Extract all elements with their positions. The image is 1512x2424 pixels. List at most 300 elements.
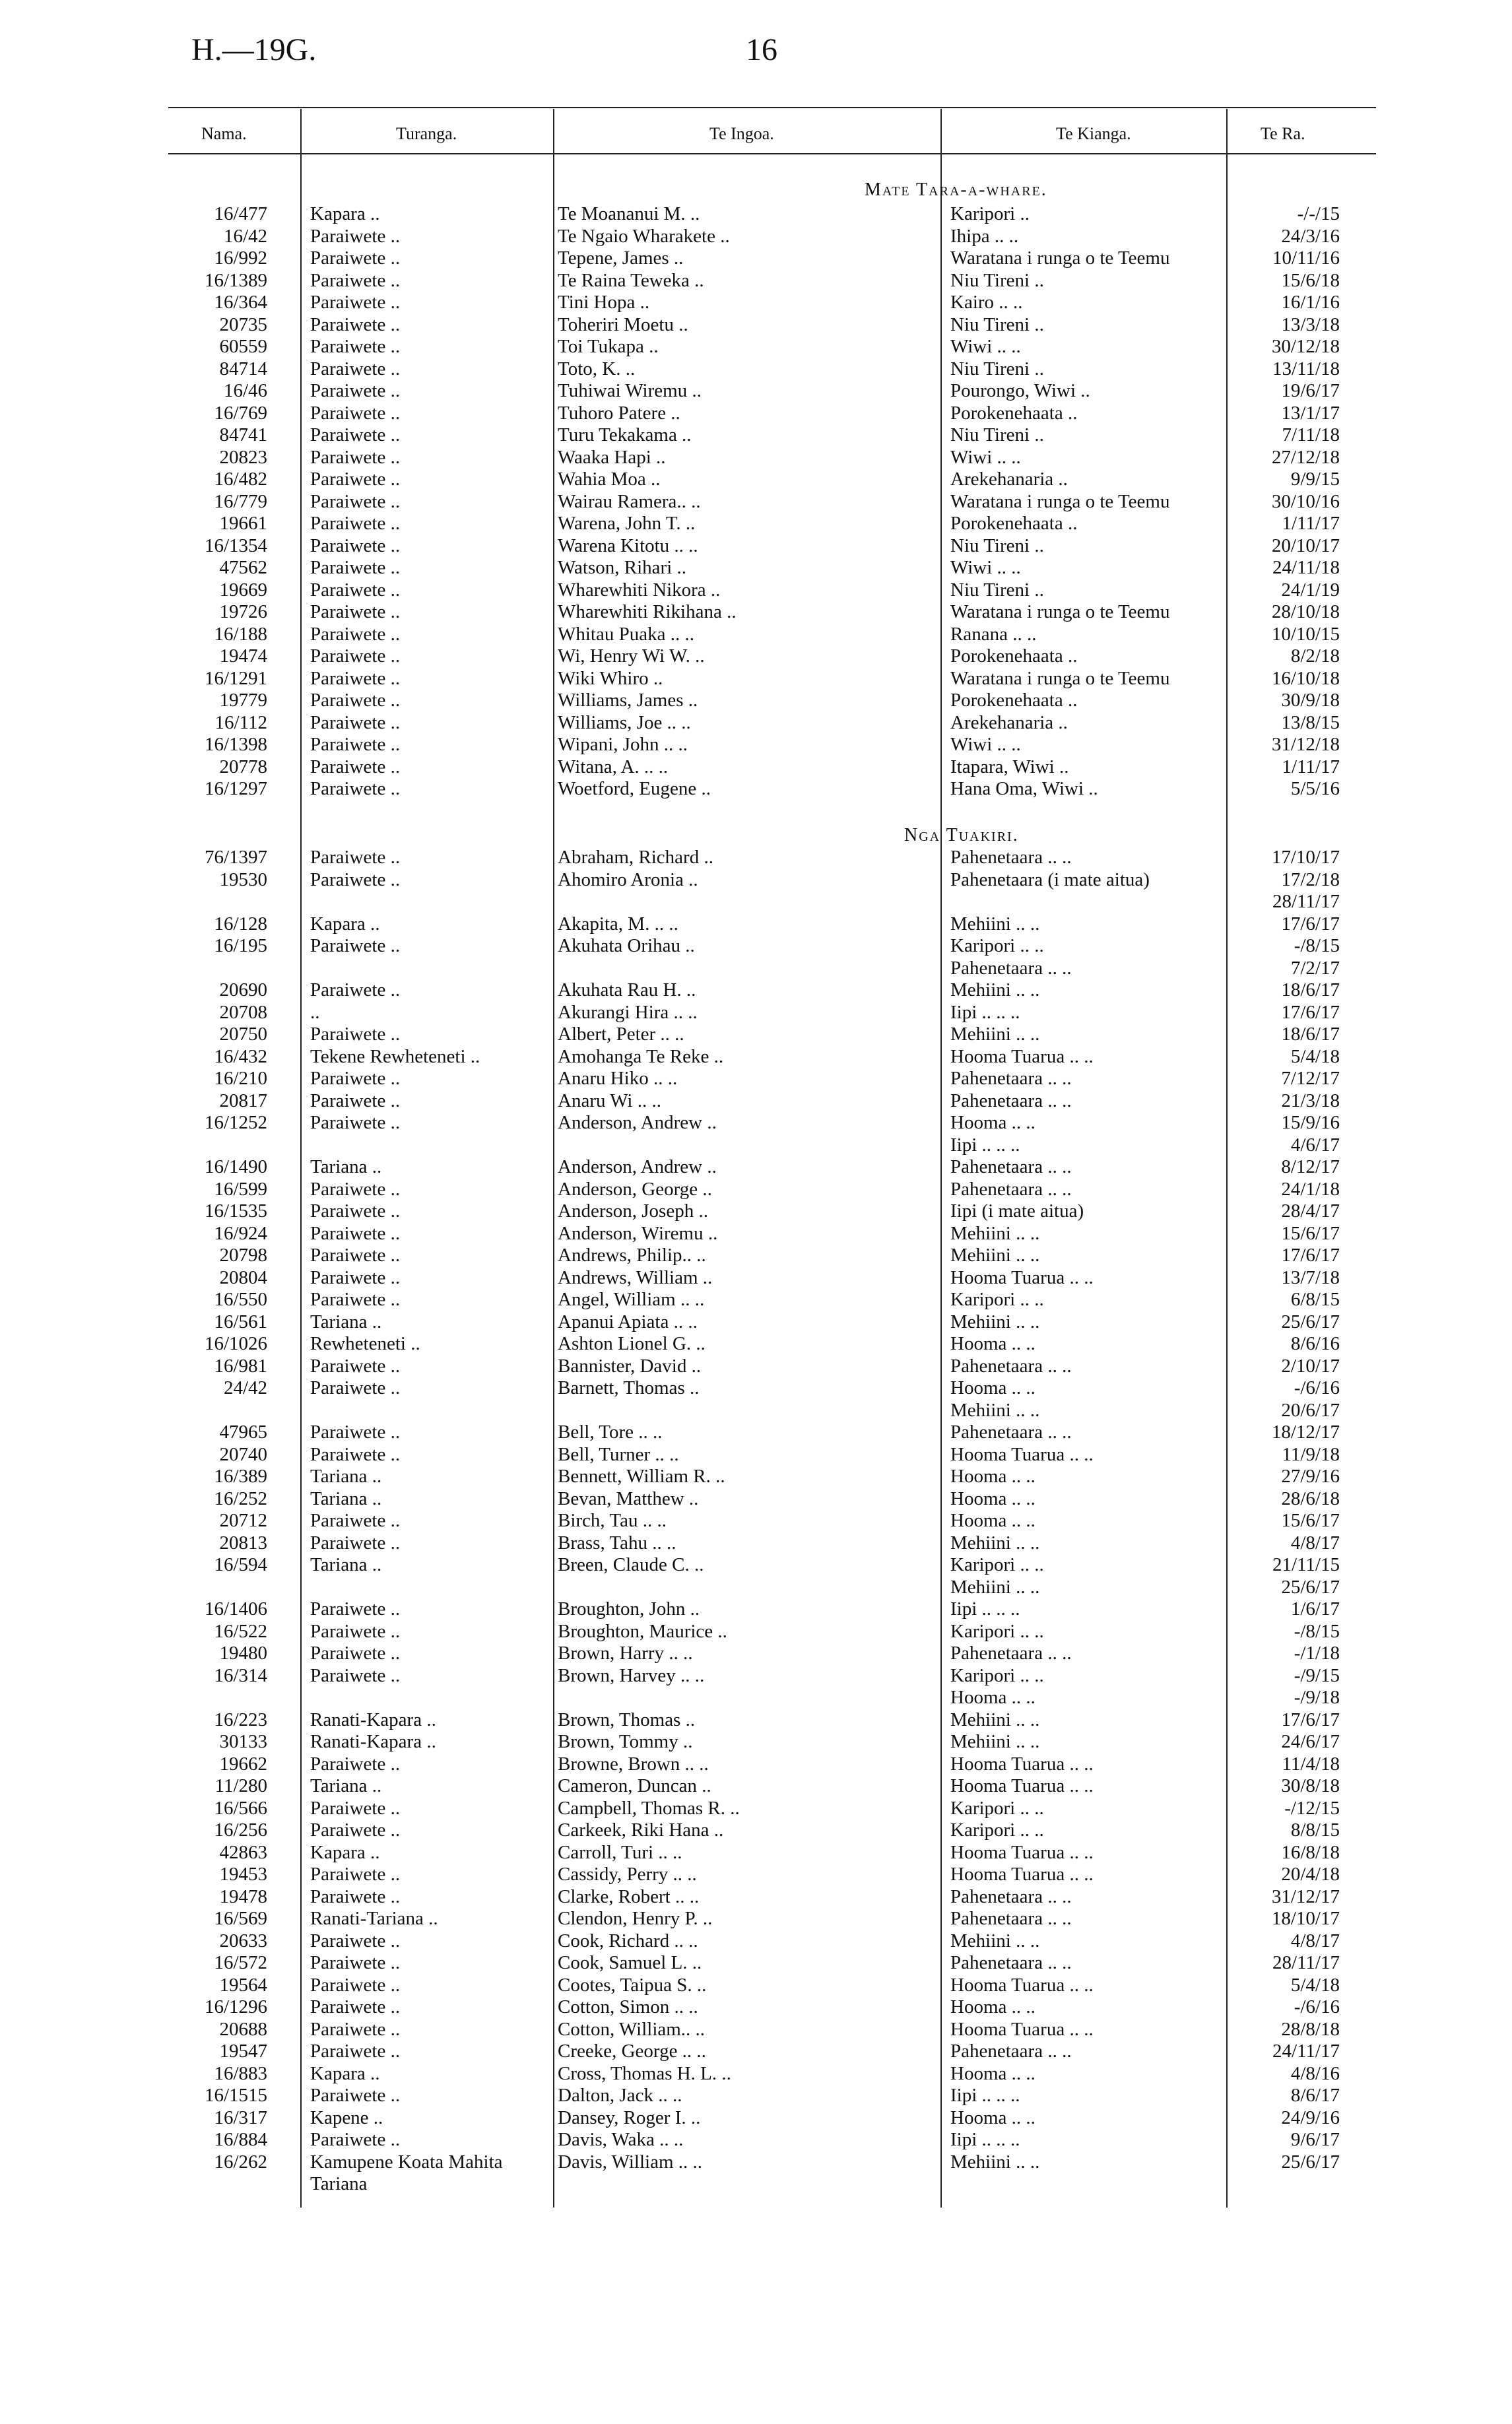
date: 4/8/17 — [1290, 1930, 1340, 1951]
table-row — [0, 1975, 1512, 1997]
unit: Rewheteneti .. — [310, 1333, 420, 1354]
unit: Paraiwete .. — [310, 513, 401, 534]
name: Wharewhiti Nikora .. — [558, 579, 721, 601]
unit: Paraiwete .. — [310, 667, 401, 689]
date: -/1/18 — [1294, 1643, 1340, 1664]
service-number: 20798 — [219, 1245, 267, 1266]
place: Mehiini .. .. — [950, 1222, 1040, 1244]
place: Wiwi .. .. — [950, 734, 1021, 755]
name: Cootes, Taipua S. .. — [558, 1974, 707, 1996]
unit: Paraiwete .. — [310, 402, 401, 424]
table-row — [0, 1532, 1512, 1555]
table-row — [0, 2063, 1512, 2085]
name: Warena, John T. .. — [558, 513, 696, 534]
section-rows — [0, 203, 1512, 801]
name: Clendon, Henry P. .. — [558, 1908, 713, 1929]
table-row — [0, 1819, 1512, 1842]
place: Hooma Tuarua .. .. — [950, 1266, 1094, 1288]
section-title: Mate Tara-a-whare. — [865, 180, 1047, 200]
name: Amohanga Te Reke .. — [558, 1045, 724, 1067]
place: Mehiini .. .. — [950, 979, 1040, 1000]
date: 4/8/17 — [1290, 1532, 1340, 1554]
service-number: 19669 — [219, 579, 267, 601]
date: 28/11/17 — [1272, 1952, 1340, 1973]
date: -/9/15 — [1294, 1664, 1340, 1686]
place: Hooma .. .. — [950, 2107, 1035, 2128]
name: Apanui Apiata .. .. — [558, 1311, 698, 1332]
unit: Paraiwete .. — [310, 1377, 401, 1398]
table-row — [0, 1002, 1512, 1024]
date: 7/2/17 — [1290, 957, 1340, 979]
place: Iipi .. .. .. — [950, 2085, 1020, 2106]
table-row — [0, 557, 1512, 579]
place: Mehiini .. .. — [950, 1576, 1040, 1598]
place: Niu Tireni .. — [950, 535, 1044, 556]
date: 4/8/16 — [1290, 2062, 1340, 2084]
service-number: 16/314 — [214, 1664, 267, 1686]
date: 5/4/18 — [1290, 1045, 1340, 1067]
service-number: 20813 — [219, 1532, 267, 1554]
place: Pahenetaara .. .. — [950, 1908, 1072, 1929]
place: Waratana i runga o te Teemu — [950, 667, 1170, 689]
table-row — [0, 1024, 1512, 1046]
unit: Paraiwete .. — [310, 1864, 401, 1885]
service-number: 16/924 — [214, 1222, 267, 1244]
date: 7/12/17 — [1281, 1068, 1340, 1089]
date: -/6/16 — [1294, 1377, 1340, 1398]
table-row — [0, 1422, 1512, 1444]
date: 18/6/17 — [1281, 979, 1340, 1000]
date: 1/6/17 — [1290, 1598, 1340, 1620]
date: 16/10/18 — [1271, 667, 1340, 689]
place: Porokenehaata .. — [950, 513, 1078, 534]
table-row — [0, 734, 1512, 756]
place: Porokenehaata .. — [950, 645, 1078, 667]
service-number: 20712 — [219, 1510, 267, 1531]
unit: Paraiwete .. — [310, 1245, 401, 1266]
name: Wharewhiti Rikihana .. — [558, 601, 737, 622]
place: Mehiini .. .. — [950, 1731, 1040, 1752]
table-row — [0, 1665, 1512, 1687]
table-row — [0, 247, 1512, 270]
name: Woetford, Eugene .. — [558, 778, 711, 799]
date: 13/8/15 — [1281, 711, 1340, 733]
date: 15/9/16 — [1281, 1112, 1340, 1133]
service-number: 16/188 — [214, 623, 267, 645]
unit: Paraiwete .. — [310, 1024, 401, 1045]
date: 17/6/17 — [1281, 913, 1340, 934]
name: Brown, Harvey .. .. — [558, 1664, 705, 1686]
service-number: 16/1297 — [204, 778, 267, 799]
table-row — [0, 1554, 1512, 1577]
place: Karipori .. .. — [950, 1797, 1044, 1819]
name: Toi Tukapa .. — [558, 336, 659, 357]
date: 17/2/18 — [1281, 868, 1340, 890]
service-number: 20804 — [219, 1266, 267, 1288]
place: Karipori .. .. — [950, 1819, 1044, 1841]
name: Campbell, Thomas R. .. — [558, 1797, 740, 1819]
service-number: 20817 — [219, 1090, 267, 1111]
table-row — [0, 1488, 1512, 1511]
date: 18/10/17 — [1271, 1908, 1340, 1929]
place: Arekehanaria .. — [950, 711, 1068, 733]
table-row — [0, 1356, 1512, 1378]
date: 28/4/17 — [1281, 1200, 1340, 1222]
date: 8/6/16 — [1290, 1333, 1340, 1354]
table-row — [0, 1289, 1512, 1311]
date: 28/10/18 — [1271, 601, 1340, 622]
header-rule-top — [168, 107, 1376, 108]
service-number: 16/262 — [214, 2151, 267, 2173]
service-number: 16/884 — [214, 2129, 267, 2150]
table-row — [0, 1798, 1512, 1820]
service-number: 19478 — [219, 1885, 267, 1907]
date: 25/6/17 — [1281, 1311, 1340, 1332]
date: 20/6/17 — [1281, 1399, 1340, 1421]
place: Hana Oma, Wiwi .. — [950, 778, 1098, 799]
place: Pourongo, Wiwi .. — [950, 380, 1090, 401]
name: Te Raina Teweka .. — [558, 269, 704, 291]
table-row — [0, 336, 1512, 358]
place: Pahenetaara .. .. — [950, 957, 1072, 979]
unit: Paraiwete .. — [310, 601, 401, 622]
place: Mehiini .. .. — [950, 1245, 1040, 1266]
service-number: 16/883 — [214, 2062, 267, 2084]
service-number: 16/482 — [214, 469, 267, 490]
place: Kairo .. .. — [950, 292, 1023, 313]
place: Ranana .. .. — [950, 623, 1037, 645]
name: Davis, William .. .. — [558, 2151, 703, 2173]
place: Pahenetaara (i mate aitua) — [950, 868, 1150, 890]
date: 31/12/17 — [1271, 1885, 1340, 1907]
name: Broughton, John .. — [558, 1598, 700, 1620]
unit: Paraiwete .. — [310, 269, 401, 291]
place: Arekehanaria .. — [950, 469, 1068, 490]
date: 30/9/18 — [1281, 690, 1340, 711]
unit: Paraiwete .. — [310, 1885, 401, 1907]
table-row — [0, 601, 1512, 624]
unit: Paraiwete .. — [310, 1996, 401, 2017]
date: 24/9/16 — [1281, 2107, 1340, 2128]
service-number: 16/561 — [214, 1311, 267, 1332]
service-number: 16/992 — [214, 247, 267, 269]
date: 1/11/17 — [1282, 756, 1340, 777]
table-row — [0, 2173, 1512, 2196]
name: Wi, Henry Wi W. .. — [558, 645, 705, 667]
date: 24/11/18 — [1272, 557, 1340, 578]
table-row — [0, 1267, 1512, 1290]
date: 1/11/17 — [1282, 513, 1340, 534]
table-row — [0, 2019, 1512, 2041]
date: 4/6/17 — [1290, 1134, 1340, 1156]
unit: Paraiwete .. — [310, 1510, 401, 1531]
place: Pahenetaara .. .. — [950, 1643, 1072, 1664]
table-row — [0, 1598, 1512, 1621]
place: Karipori .. .. — [950, 1664, 1044, 1686]
table-row — [0, 668, 1512, 690]
unit: Tekene Rewheteneti .. — [310, 1045, 480, 1067]
place: Mehiini .. .. — [950, 1024, 1040, 1045]
unit: Paraiwete .. — [310, 1598, 401, 1620]
service-number: 19726 — [219, 601, 267, 622]
date: -/9/18 — [1294, 1687, 1340, 1708]
name: Bennett, William R. .. — [558, 1466, 725, 1487]
service-number: 19453 — [219, 1864, 267, 1885]
name: Anaru Hiko .. .. — [558, 1068, 678, 1089]
date: 28/6/18 — [1281, 1488, 1340, 1509]
service-number: 16/210 — [214, 1068, 267, 1089]
name: Brown, Tommy .. — [558, 1731, 693, 1752]
place: Niu Tireni .. — [950, 269, 1044, 291]
table-row — [0, 2151, 1512, 2174]
unit: Paraiwete .. — [310, 1222, 401, 1244]
place: Hooma .. .. — [950, 1510, 1035, 1531]
date: 8/2/18 — [1290, 645, 1340, 667]
unit: Paraiwete .. — [310, 1178, 401, 1200]
unit: Tariana .. — [310, 1775, 382, 1796]
service-number: 11/280 — [214, 1775, 267, 1796]
date: -/6/16 — [1294, 1996, 1340, 2017]
place: Waratana i runga o te Teemu — [950, 601, 1170, 622]
place: Hooma Tuarua .. .. — [950, 1753, 1094, 1775]
name: Breen, Claude C. .. — [558, 1554, 704, 1575]
table-row — [0, 756, 1512, 779]
table-row — [0, 1068, 1512, 1090]
service-number: 20823 — [219, 446, 267, 468]
place: Hooma Tuarua .. .. — [950, 1443, 1094, 1465]
name: Toto, K. .. — [558, 358, 636, 379]
name: Waaka Hapi .. — [558, 446, 666, 468]
service-number: 16/1026 — [204, 1333, 267, 1354]
name: Birch, Tau .. .. — [558, 1510, 667, 1531]
page-code: H.—19G. — [191, 32, 317, 67]
unit: Paraiwete .. — [310, 690, 401, 711]
place: Wiwi .. .. — [950, 446, 1021, 468]
date: 17/6/17 — [1281, 1245, 1340, 1266]
unit: Paraiwete .. — [310, 313, 401, 335]
table-row — [0, 1090, 1512, 1113]
table-row — [0, 1333, 1512, 1356]
place: Hooma .. .. — [950, 1466, 1035, 1487]
col-head-no: Nama. — [201, 124, 247, 143]
table-row — [0, 424, 1512, 447]
table-row — [0, 491, 1512, 513]
name: Bell, Tore .. .. — [558, 1422, 663, 1443]
table-row — [0, 935, 1512, 958]
place: Ihipa .. .. — [950, 225, 1019, 247]
unit: Kapene .. — [310, 2107, 383, 2128]
service-number: 47562 — [219, 557, 267, 578]
name: Barnett, Thomas .. — [558, 1377, 700, 1398]
place: Mehiini .. .. — [950, 1930, 1040, 1951]
name: Cameron, Duncan .. — [558, 1775, 711, 1796]
service-number: 16/1398 — [204, 734, 267, 755]
unit: .. — [310, 1001, 320, 1023]
date: 13/11/18 — [1272, 358, 1340, 379]
unit: Paraiwete .. — [310, 336, 401, 357]
table-row — [0, 712, 1512, 735]
section-title: Nga Tuakiri. — [904, 825, 1019, 845]
place: Waratana i runga o te Teemu — [950, 247, 1170, 269]
unit: Paraiwete .. — [310, 424, 401, 445]
name: Wipani, John .. .. — [558, 734, 688, 755]
date: 8/8/15 — [1290, 1819, 1340, 1841]
service-number: 16/1535 — [204, 1200, 267, 1222]
name: Dansey, Roger I. .. — [558, 2107, 701, 2128]
service-number: 20688 — [219, 2018, 267, 2040]
date: 9/6/17 — [1290, 2129, 1340, 2150]
name: Wiki Whiro .. — [558, 667, 663, 689]
name: Williams, Joe .. .. — [558, 711, 691, 733]
name: Anderson, George .. — [558, 1178, 712, 1200]
place: Hooma .. .. — [950, 1488, 1035, 1509]
table-row — [0, 2085, 1512, 2107]
name: Andrews, Philip.. .. — [558, 1245, 706, 1266]
place: Pahenetaara .. .. — [950, 1156, 1072, 1177]
service-number: 16/432 — [214, 1045, 267, 1067]
table-row — [0, 380, 1512, 403]
date: 25/6/17 — [1281, 2151, 1340, 2173]
place: Niu Tireni .. — [950, 579, 1044, 601]
name: Carroll, Turi .. .. — [558, 1841, 682, 1863]
place: Karipori .. .. — [950, 1620, 1044, 1642]
unit: Paraiwete .. — [310, 1443, 401, 1465]
name: Abraham, Richard .. — [558, 847, 713, 868]
unit: Paraiwete .. — [310, 1753, 401, 1775]
unit: Paraiwete .. — [310, 1620, 401, 1642]
unit: Paraiwete .. — [310, 225, 401, 247]
date: 27/12/18 — [1271, 446, 1340, 468]
date: 21/11/15 — [1272, 1554, 1340, 1575]
service-number: 16/1490 — [204, 1156, 267, 1177]
table-row — [0, 358, 1512, 381]
col-head-ingoa: Te Ingoa. — [709, 124, 774, 143]
table-row — [0, 1908, 1512, 1930]
date: 13/7/18 — [1281, 1266, 1340, 1288]
table-row — [0, 535, 1512, 558]
unit: Ranati-Tariana .. — [310, 1908, 438, 1929]
col-head-ra: Te Ra. — [1261, 124, 1305, 143]
service-number: 42863 — [219, 1841, 267, 1863]
service-number: 16/252 — [214, 1488, 267, 1509]
service-number: 16/522 — [214, 1620, 267, 1642]
date: 16/8/18 — [1281, 1841, 1340, 1863]
name: Tini Hopa .. — [558, 292, 650, 313]
section-rows — [0, 847, 1512, 2196]
unit: Paraiwete .. — [310, 847, 401, 868]
name: Andrews, William .. — [558, 1266, 713, 1288]
place: Wiwi .. .. — [950, 557, 1021, 578]
name: Whitau Puaka .. .. — [558, 623, 694, 645]
unit: Paraiwete .. — [310, 1797, 401, 1819]
service-number: 16/364 — [214, 292, 267, 313]
place: Iipi (i mate aitua) — [950, 1200, 1084, 1222]
unit: Kamupene Koata Mahita — [310, 2151, 503, 2173]
place: Mehiini .. .. — [950, 1399, 1040, 1421]
place: Porokenehaata .. — [950, 402, 1078, 424]
service-number: 20633 — [219, 1930, 267, 1951]
name: Brown, Thomas .. — [558, 1709, 696, 1730]
service-number: 16/594 — [214, 1554, 267, 1575]
service-number: 16/779 — [214, 490, 267, 512]
table-row — [0, 2107, 1512, 2130]
page-number: 16 — [746, 32, 777, 67]
service-number: 16/1354 — [204, 535, 267, 556]
unit: Paraiwete .. — [310, 2085, 401, 2106]
place: Mehiini .. .. — [950, 2151, 1040, 2173]
date: 30/10/16 — [1271, 490, 1340, 512]
name: Dalton, Jack .. .. — [558, 2085, 682, 2106]
unit: Ranati-Kapara .. — [310, 1731, 436, 1752]
service-number: 84741 — [219, 424, 267, 445]
service-number: 84714 — [219, 358, 267, 379]
table-row — [0, 1510, 1512, 1532]
date: 24/1/19 — [1281, 579, 1340, 601]
service-number: 47965 — [219, 1422, 267, 1443]
place: Waratana i runga o te Teemu — [950, 490, 1170, 512]
unit: Paraiwete .. — [310, 535, 401, 556]
date: 18/12/17 — [1271, 1422, 1340, 1443]
service-number: 16/46 — [223, 380, 267, 401]
table-row — [0, 1200, 1512, 1223]
table-row — [0, 270, 1512, 292]
unit: Paraiwete .. — [310, 1422, 401, 1443]
service-number: 16/1291 — [204, 667, 267, 689]
service-number: 16/981 — [214, 1355, 267, 1377]
table-row — [0, 314, 1512, 337]
service-number: 16/477 — [214, 203, 267, 224]
unit: Tariana .. — [310, 1311, 382, 1332]
place: Wiwi .. .. — [950, 336, 1021, 357]
unit: Tariana — [310, 2173, 368, 2194]
table-row — [0, 1156, 1512, 1179]
name: Angel, William .. .. — [558, 1289, 705, 1310]
name: Tepene, James .. — [558, 247, 684, 269]
place: Hooma .. .. — [950, 1996, 1035, 2017]
table-row — [0, 2041, 1512, 2063]
date: 13/1/17 — [1281, 402, 1340, 424]
table-row — [0, 1046, 1512, 1068]
date: -/12/15 — [1284, 1797, 1340, 1819]
name: Cotton, William.. .. — [558, 2018, 706, 2040]
date: 20/4/18 — [1281, 1864, 1340, 1885]
name: Wairau Ramera.. .. — [558, 490, 701, 512]
place: Karipori .. .. — [950, 1289, 1044, 1310]
unit: Paraiwete .. — [310, 557, 401, 578]
name: Ashton Lionel G. .. — [558, 1333, 706, 1354]
unit: Kapara .. — [310, 913, 380, 934]
date: 7/11/18 — [1282, 424, 1340, 445]
table-row — [0, 891, 1512, 913]
date: 8/12/17 — [1281, 1156, 1340, 1177]
date: 28/11/17 — [1272, 891, 1340, 912]
place: Pahenetaara .. .. — [950, 847, 1072, 868]
name: Anderson, Andrew .. — [558, 1112, 717, 1133]
table-row — [0, 1643, 1512, 1665]
table-row — [0, 1466, 1512, 1488]
unit: Kapara .. — [310, 1841, 380, 1863]
place: Hooma Tuarua .. .. — [950, 1045, 1094, 1067]
table-row — [0, 2129, 1512, 2151]
table-row — [0, 1311, 1512, 1334]
name: Toheriri Moetu .. — [558, 313, 688, 335]
date: 15/6/17 — [1281, 1510, 1340, 1531]
date: 30/12/18 — [1271, 336, 1340, 357]
place: Hooma Tuarua .. .. — [950, 1864, 1094, 1885]
table-row — [0, 645, 1512, 668]
place: Mehiini .. .. — [950, 1311, 1040, 1332]
unit: Paraiwete .. — [310, 935, 401, 956]
